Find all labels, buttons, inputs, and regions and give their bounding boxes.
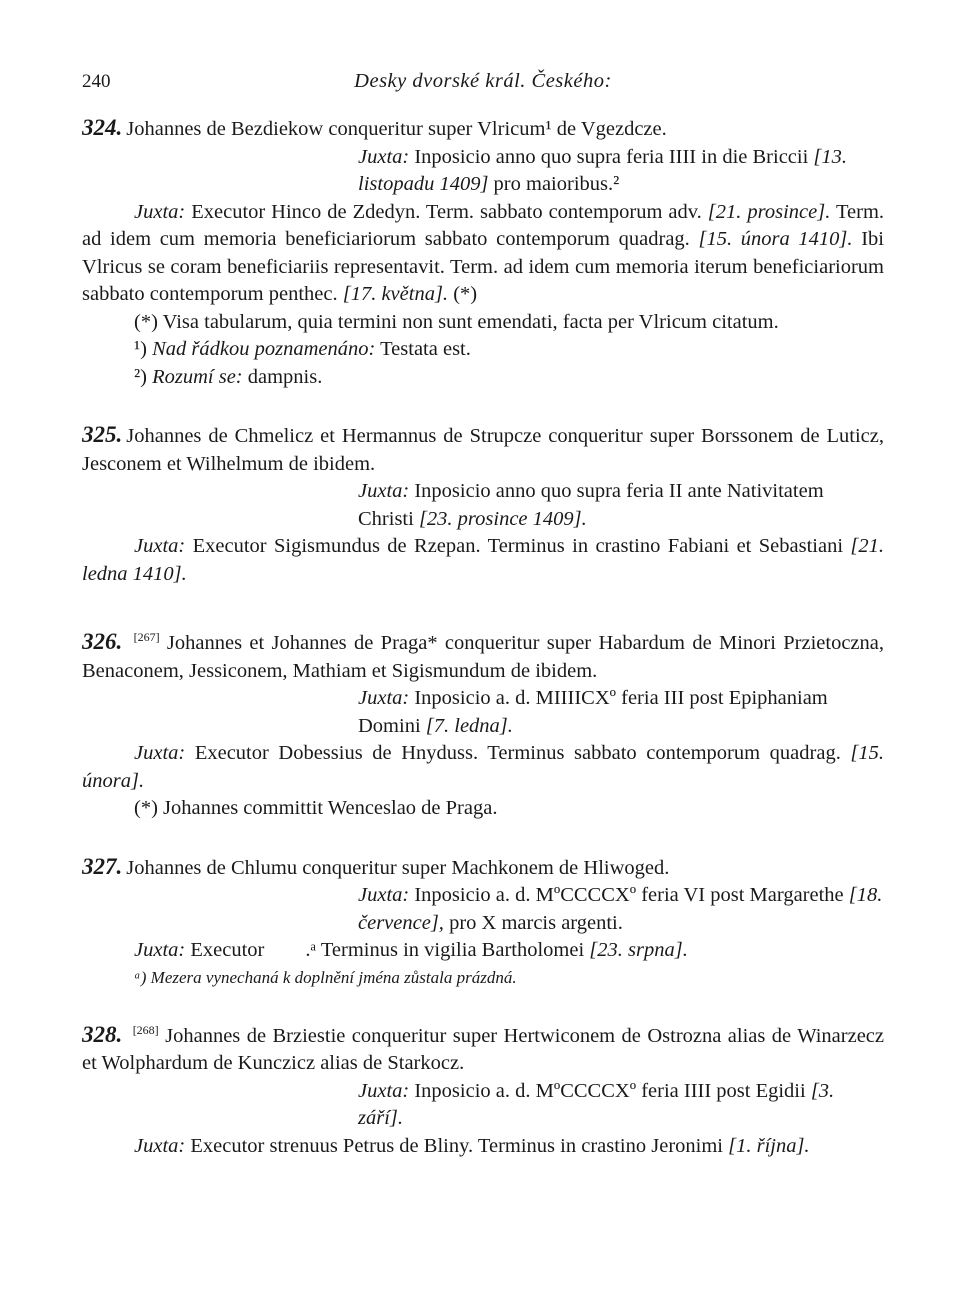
footnote-mark: ²) (134, 365, 147, 388)
juxta-executor (82, 740, 884, 795)
date-note: [13. listopadu 1409] (358, 145, 848, 195)
juxta-label: Juxta: (134, 1134, 186, 1157)
page-reference: [267] (133, 630, 160, 645)
entry-text: Johannes et Johannes de Praga* conqueritur super Habardum de Minori Przietoczna, Benaconem, Jessiconem, Mathiam et Sigismundum de ibidem. (82, 632, 885, 682)
juxta-executor (82, 1133, 884, 1161)
footnote-mark: ¹) (134, 338, 147, 360)
date-note: [18. července], (358, 884, 883, 934)
date-note: [15. února]. (82, 742, 885, 792)
page-header (82, 60, 884, 92)
juxta-text: Inposicio anno quo supra feria IIII in die Briccii (414, 145, 809, 168)
juxta-text: Inposicio a. d. MIIIICXº feria III post Epiphaniam Domini (358, 687, 828, 737)
star-marker: (*) (453, 283, 478, 305)
juxta-text: Executor Sigismundus de Rzepan. Terminus in crastino Fabiani et Sebastiani (192, 535, 844, 557)
star-note: (*) Johannes committit Wenceslao de Praga. (134, 797, 498, 819)
footnote-text: Testata est. (380, 338, 471, 360)
footnote-label: Rozumí se: (152, 365, 243, 388)
juxta-label: Juxta: (358, 884, 410, 906)
entry-325 (82, 421, 884, 588)
juxta-tail: pro maioribus.² (493, 173, 620, 195)
entry-text: Johannes de Brziestie conqueritur super Hertwiconem de Ostrozna alias de Winarzecz et Wolphardum de Kunczicz alias de Starkocz. (82, 1024, 884, 1074)
entry-text: Johannes de Chmelicz et Hermannus de Strupcze conqueritur super Borssonem de Luticz, Jesconem et Wilhelmum de ibidem. (82, 425, 884, 475)
juxta-executor (82, 533, 884, 588)
entry-328 (82, 1021, 884, 1161)
juxta-text: Executor strenuus Petrus de Bliny. Terminus in crastino Jeronimi (190, 1134, 723, 1157)
footnote-text: dampnis. (247, 365, 323, 388)
juxta-label: Juxta: (134, 742, 186, 764)
juxta-label: Juxta: (134, 535, 186, 557)
date-note: [21. prosince]. (707, 200, 831, 223)
page-number: 240 (82, 71, 111, 92)
entry-number: 328. (82, 1021, 123, 1047)
juxta-text: Inposicio anno quo supra feria II ante Nativitatem Christi (358, 480, 824, 530)
entry-number: 326. (82, 629, 123, 654)
juxta-inposicio (82, 144, 884, 199)
entry-line (82, 853, 884, 883)
juxta-label: Juxta: (358, 145, 410, 168)
body-text: Ibi Vlricus se coram beneficiariis representavit. Term. ad idem cum memoria iterum beneficiariorum sabbato contemporum penthec. (82, 228, 884, 305)
juxta-inposicio (82, 882, 884, 937)
entry-text: Johannes de Bezdiekow conqueritur super Vlricum¹ de Vgezdcze. (126, 118, 667, 140)
entry-line (82, 628, 884, 685)
date-note: [7. ledna]. (425, 714, 513, 737)
date-note: [3. září]. (358, 1079, 835, 1129)
juxta-text: Inposicio a. d. MºCCCCXº feria VI post Margarethe (414, 884, 844, 906)
entry-number: 327. (82, 853, 123, 879)
juxta-executor (82, 937, 884, 965)
juxta-text: Executor Hinco de Zdedyn. Term. sabbato contemporum adv. (191, 200, 702, 223)
entry-327 (82, 853, 884, 991)
juxta-label: Juxta: (358, 687, 410, 709)
entry-number: 324. (82, 115, 123, 140)
entry-line (82, 421, 884, 478)
date-note: [21. ledna 1410]. (82, 535, 884, 585)
juxta-label: Juxta: (358, 1079, 410, 1102)
juxta-inposicio (82, 685, 884, 740)
juxta-inposicio (82, 478, 884, 533)
footnote-2 (82, 364, 884, 392)
date-note: [17. května]. (342, 283, 449, 305)
footnote-a: ᵃ) Mezera vynechaná k doplnění jména zůstala prázdná. (134, 967, 517, 987)
footnote-1 (82, 336, 884, 364)
entry-324 (82, 114, 884, 391)
date-note: [1. října]. (728, 1134, 810, 1157)
date-note: [23. srpna]. (589, 939, 688, 961)
entry-326 (82, 628, 884, 823)
juxta-text: Inposicio a. d. MºCCCCXº feria IIII post Egidii (414, 1079, 806, 1102)
entry-line (82, 1021, 884, 1078)
page-reference: [268] (132, 1022, 159, 1037)
juxta-text: Executor Dobessius de Hnyduss. Terminus sabbato contemporum quadrag. (194, 742, 841, 764)
juxta-label: Juxta: (134, 200, 186, 223)
juxta-executor (82, 199, 884, 309)
entry-line (82, 114, 884, 144)
date-note: [23. prosince 1409]. (418, 507, 587, 530)
entry-text: Johannes de Chlumu conqueritur super Machkonem de Hliwoged. (126, 856, 670, 879)
juxta-text: Executor .ᵃ Terminus in vigilia Bartholomei (190, 939, 585, 961)
body-text: Term. ad idem cum memoria beneficiariorum sabbato contemporum quadrag. (82, 200, 885, 250)
juxta-tail: pro X marcis argenti. (449, 911, 623, 934)
juxta-label: Juxta: (358, 480, 410, 502)
juxta-label: Juxta: (134, 939, 186, 961)
document-page (82, 60, 884, 1160)
juxta-inposicio (82, 1078, 884, 1133)
entry-number: 325. (82, 422, 123, 447)
date-note: [15. února 1410]. (698, 228, 853, 250)
star-note: (*) Visa tabularum, quia termini non sunt emendati, facta per Vlricum citatum. (134, 310, 779, 333)
footnote-label: Nad řádkou poznamenáno: (152, 338, 376, 360)
running-title: Desky dvorské král. Českého: (354, 70, 612, 92)
